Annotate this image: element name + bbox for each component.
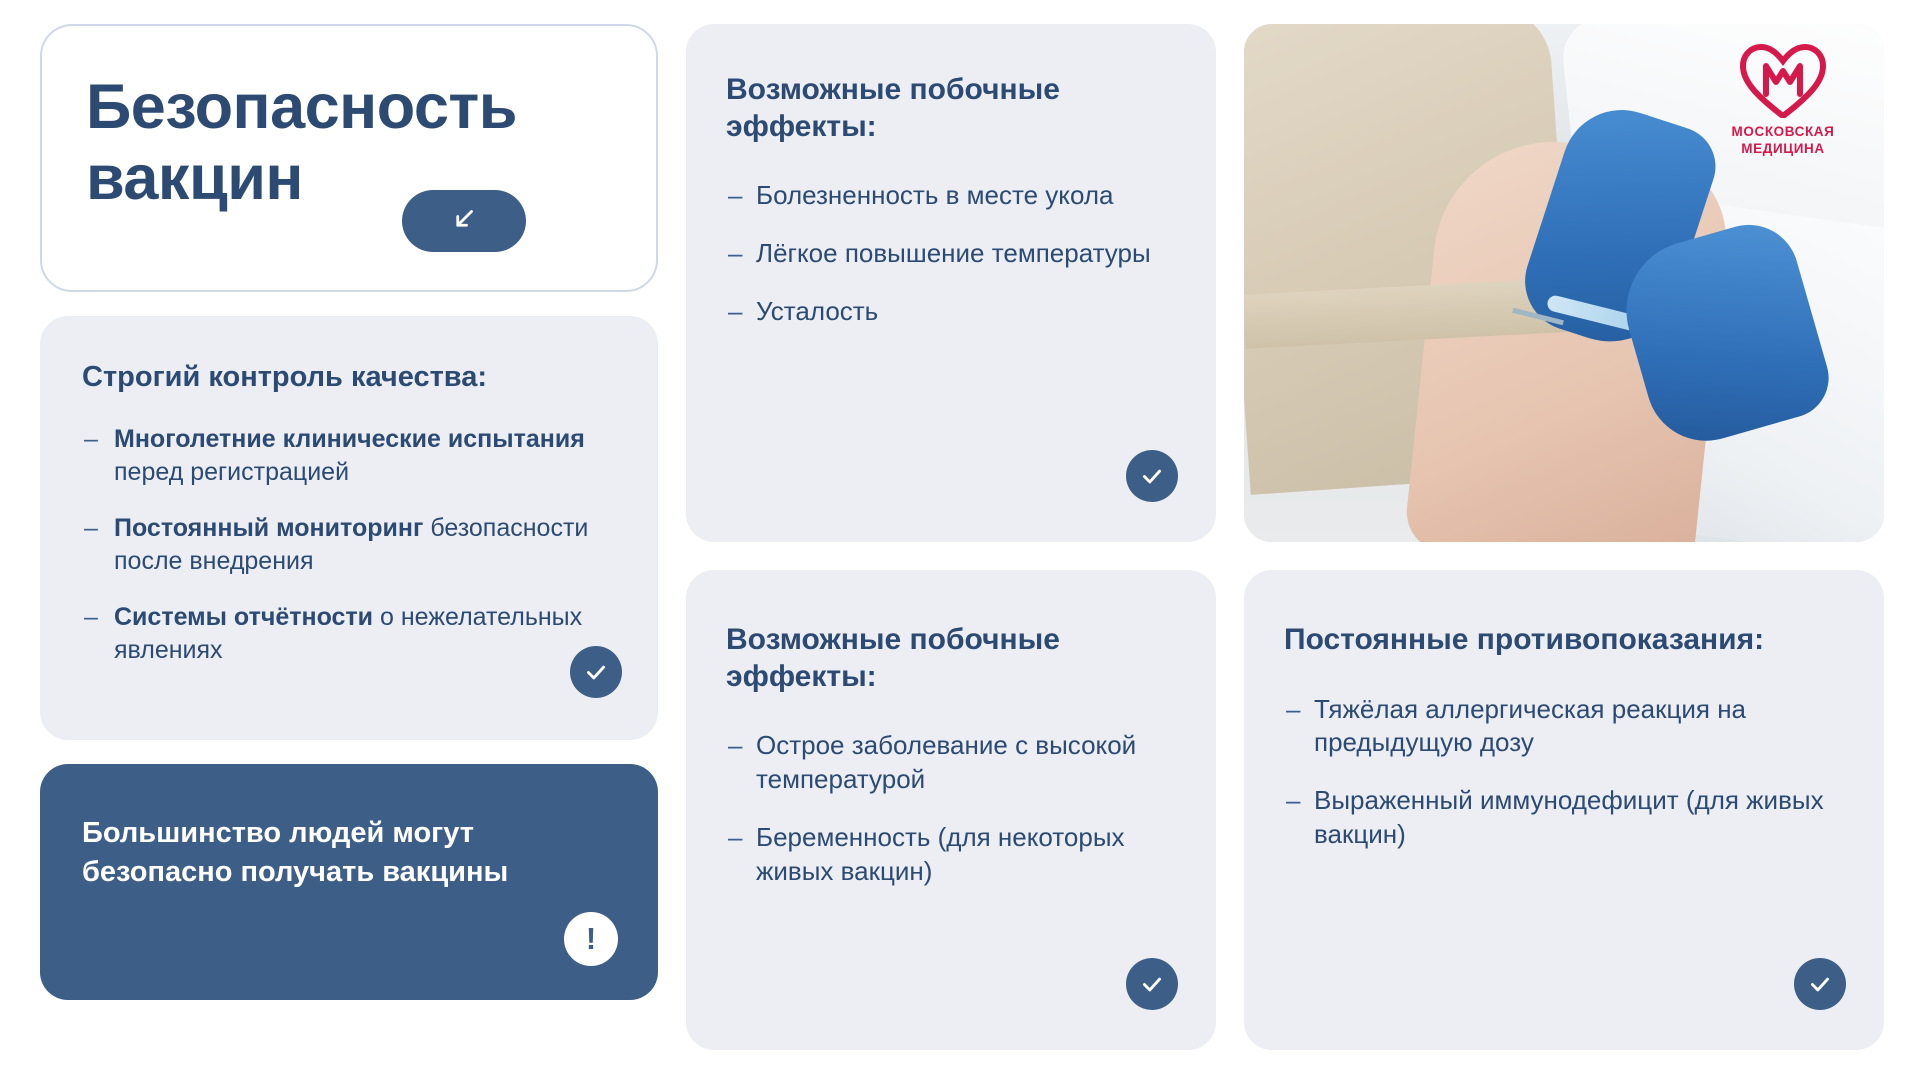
dash-icon: – [728,295,743,326]
permanent-contraindications-list [1284,693,1840,852]
list-item [82,601,612,666]
dash-icon: – [728,237,743,268]
check-icon [1139,463,1165,489]
exclamation-badge: ! [564,912,618,966]
middle-column [686,24,1216,1050]
list-item [82,423,612,488]
quality-control-title: Строгий контроль качества: [82,361,488,393]
list-item [726,237,1172,271]
list-item-strong: Постоянный мониторинг [114,514,424,543]
brand-line-1: МОСКОВСКАЯ [1731,124,1835,139]
permanent-contraindications-card [1244,570,1884,1050]
list-item-strong: Системы отчётности [114,603,374,632]
list-item-label: Усталость [756,295,879,326]
dash-icon: – [1286,785,1301,816]
check-icon [583,659,609,685]
list-item-rest: о нежелательных явлениях [114,603,583,664]
list-item [1284,693,1840,761]
brand-line-2: МЕДИЦИНА [1741,140,1825,156]
list-item [726,821,1172,889]
title-card [40,24,658,292]
dash-icon: – [84,603,98,632]
dash-icon: – [728,730,743,761]
dash-icon: – [728,180,743,211]
list-item [1284,784,1840,852]
list-item-label: Болезненность в месте укола [756,180,1114,211]
dash-icon: – [1286,693,1301,724]
quality-control-list [82,423,612,666]
status-badge [1126,450,1178,502]
list-item-label: Выраженный иммунодефицит (для живых вакцин) [1314,785,1824,849]
status-badge [1126,958,1178,1010]
moscow-medicine-heart-icon [1708,44,1858,118]
temporary-contraindications-card [686,570,1216,1050]
brand-logo-text [1708,124,1858,158]
left-column [40,24,658,1050]
list-item [726,295,1172,329]
page-title: Безопасность вакцин [86,72,518,213]
dash-icon: – [728,821,743,852]
vaccination-photo [1244,24,1884,542]
dash-icon: – [84,514,98,543]
arrow-down-left-button[interactable] [402,190,526,252]
temporary-contraindications-title: Возможные побочные эффекты: [726,623,1060,693]
list-item-label: Острое заболевание с высокой температурой [756,730,1137,794]
list-item-label: Беременность (для некоторых живых вакцин) [756,821,1125,886]
quality-control-card [40,316,658,740]
list-item-strong: Многолетние клинические испытания [114,425,585,454]
check-icon [1807,971,1833,997]
right-column [1244,24,1884,1050]
list-item-label: Тяжёлая аллергическая реакция на предыдущую дозу [1314,693,1747,758]
list-item [82,512,612,577]
check-icon [1139,971,1165,997]
permanent-contraindications-title: Постоянные противопоказания: [1284,623,1765,656]
side-effects-title: Возможные побочные эффекты: [726,73,1060,143]
dash-icon: – [84,425,98,454]
side-effects-card [686,24,1216,542]
status-badge [570,646,622,698]
list-item-label: Лёгкое повышение температуры [756,237,1151,268]
list-item-rest: перед регистрацией [114,457,350,486]
arrow-down-left-icon [449,204,479,239]
status-badge [1794,958,1846,1010]
list-item-rest: безопасности после внедрения [114,514,589,575]
conclusion-text: Большинство людей могут безопасно получать вакцины [82,817,509,889]
temporary-contraindications-list [726,729,1172,888]
brand-logo [1708,44,1858,158]
list-item [726,729,1172,797]
conclusion-card [40,764,658,1000]
list-item [726,179,1172,213]
side-effects-list [726,179,1172,328]
